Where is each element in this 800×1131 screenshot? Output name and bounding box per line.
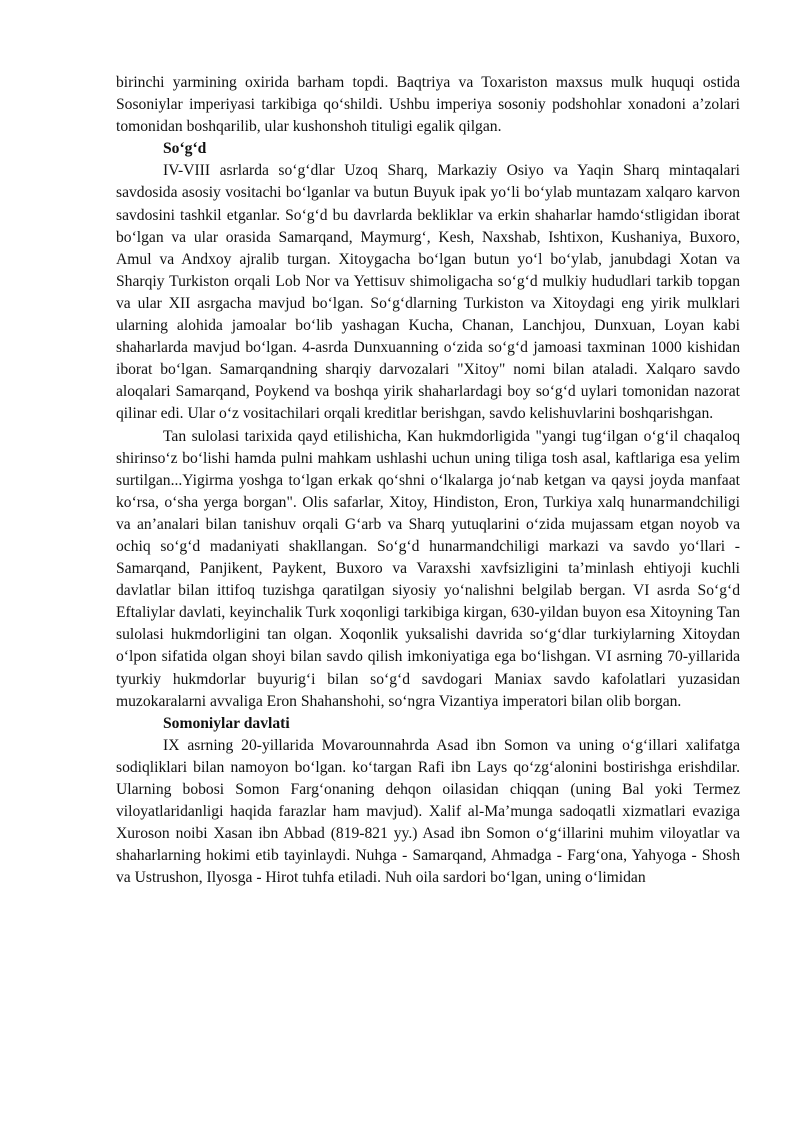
sogd-paragraph-2: Tan sulolasi tarixida qayd etilishicha, Kan hukmdorligida "yangi tug‘ilgan o‘g‘il chaqaloq shirinso‘z bo‘lishi hamda pulni mahkam ushlashi uchun uning tiliga tosh asal, kaftlariga esa yelim surtilgan...Yigirma yoshga to‘lgan erkak qo‘shni o‘lkalarga jo‘nab ketgan va qaysi joyda manfaat ko‘rsa, o‘sha yerga borgan". Olis safarlar, Xitoy, Hindiston, Eron, Turkiya xalq hunarmandchiligi va an’analari bilan tanishuv orqali G‘arb va Sharq yutuqlarini o‘zida mujassam etgan noyob va ochiq so‘g‘d madaniyati shakllangan. So‘g‘d hunarmandchiligi markazi va savdo yo‘llari - Samarqand, Panjikent, Paykent, Buxoro va Varaxshi xavfsizligini ta’minlash ehtiyoji kuchli davlatlar bilan ittifoq tuzishga qaratilgan siyosiy yo‘nalishni belgilab bergan. VI asrda So‘g‘d Eftaliylar davlati, keyinchalik Turk xoqonligi tarkibiga kirgan, 630-yildan buyon esa Xitoyning Tan sulolasi hukmdorligini tan olgan. Xoqonlik yuksalishi davrida so‘g‘dlar turkiylarning Xitoydan o‘lpon sifatida olgan shoyi bilan savdo qilish imkoniyatiga ega bo‘lishgan. VI asrning 70-yillarida tyurkiy hukmdorlar buyurig‘i bilan so‘g‘d savdogari Maniax savdo kafolatlari yuzasidan muzokaralarni avvaliga Eron Shahanshohi, so‘ngra Vizantiya imperatori bilan olib borgan. xyxy=(116,427,740,710)
sogd-section-heading: So‘g‘d xyxy=(163,140,207,158)
sogd-paragraph-1: IV-VIII asrlarda so‘g‘dlar Uzoq Sharq, Markaziy Osiyo va Yaqin Sharq mintaqalari savdosida asosiy vositachi bo‘lganlar va butun Buyuk ipak yo‘li bo‘ylab muntazam xalqaro karvon savdosini tashkil etganlar. So‘g‘d bu davrlarda bekliklar va erkin shaharlar hamdo‘stligidan iborat bo‘lgan va ular orasida Samarqand, Maymurg‘, Kesh, Naxshab, Ishtixon, Kushaniya, Buxoro, Amul va Andxoy ajralib turgan. Xitoygacha bo‘lgan butun yo‘l bo‘ylab, janubdagi Xotan va Sharqiy Turkiston orqali Lob Nor va Yettisuv shimoligacha so‘g‘d mulkiy hududlari tarkib topgan va ular XII asrgacha mavjud bo‘lgan. So‘g‘dlarning Turkiston va Xitoydagi eng yirik mulklari ularning alohida jamoalar bo‘lib yashagan Kucha, Chanan, Lanchjou, Dunxuan, Loyan kabi shaharlarda mavjud bo‘lgan. 4-asrda Dunxuanning o‘zida so‘g‘d jamoasi taxminan 1000 kishidan iborat bo‘lgan. Samarqandning sharqiy darvozalari "Xitoy" nomi bilan ataladi. Xalqaro savdo aloqalari Samarqand, Poykend va boshqa yirik shaharlardagi boy so‘g‘d uylari tomonidan nazorat qilinar edi. Ular o‘z vositachilari orqali kreditlar berishgan, savdo kelishuvlarini boshqarishgan. xyxy=(116,162,740,423)
somoniylar-paragraph: IX asrning 20-yillarida Movarounnahrda Asad ibn Somon va uning o‘g‘illari xalifatga sodiqliklari bilan namoyon bo‘lgan. ko‘targan Rafi ibn Lays qo‘zg‘alonini bostirishga erishdilar. Ularning bobosi Somon Farg‘onaning dehqon oilasidan chiqqan (uning Bal yoki Termez viloyatlaridanligi haqida farazlar ham mavjud). Xalif al-Ma’munga sadoqatli xizmatlari evaziga Xuroson noibi Xasan ibn Abbad (819-821 yy.) Asad ibn Somon o‘g‘illarini muhim viloyatlar va shaharlarning hokimi etib tayinlaydi. Nuhga - Samarqand, Ahmadga - Farg‘ona, Yahyoga - Shosh va Ustrushon, Ilyosga - Hirot tuhfa etiladi. Nuh oila sardori bo‘lgan, uning o‘limidan xyxy=(116,736,740,887)
intro-paragraph: birinchi yarmining oxirida barham topdi. Baqtriya va Toxariston maxsus mulk huquqi ostida Sosoniylar imperiyasi tarkibiga qo‘shildi. Ushbu imperiya sosoniy podshohlar xonadoni a’zolari tomonidan boshqarilib, ular kushonshoh tituligi egalik qilgan. xyxy=(116,74,740,136)
document-page xyxy=(116,72,740,889)
somoniylar-section-heading: Somoniylar davlati xyxy=(163,714,290,732)
